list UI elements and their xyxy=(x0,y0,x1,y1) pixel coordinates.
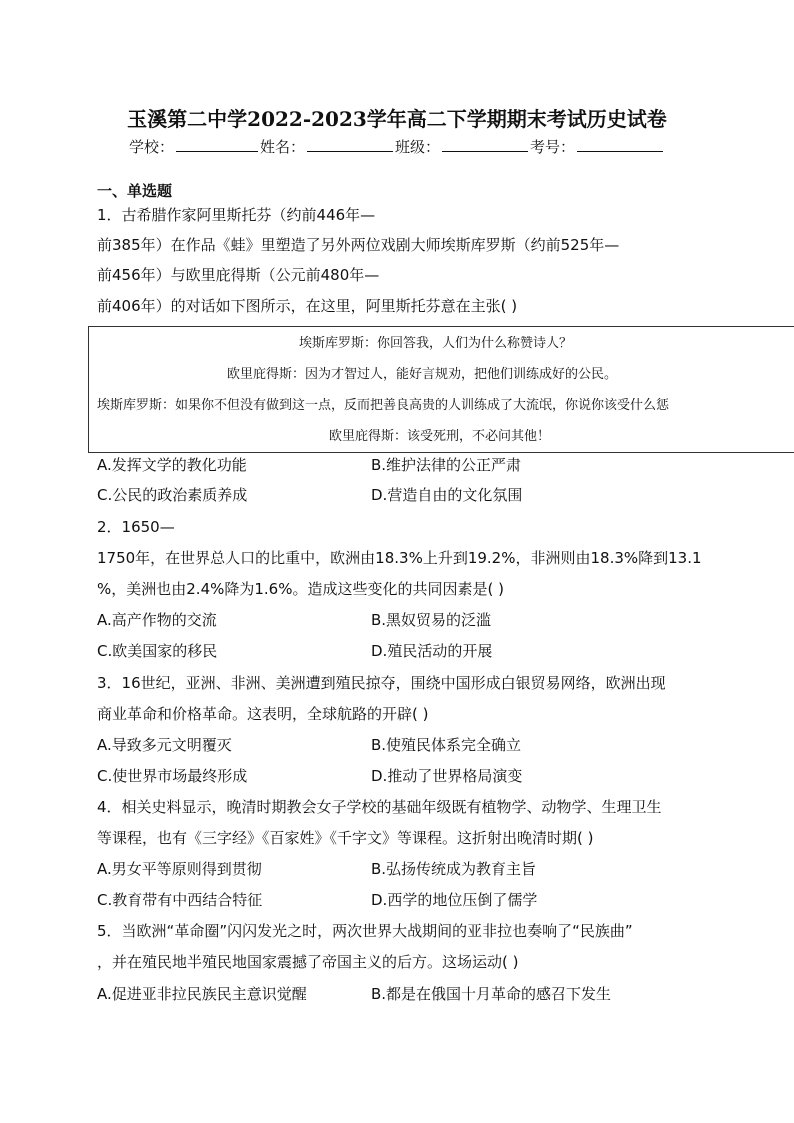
q3-line-2: 商业革命和价格革命。这表明，全球航路的开辟( ) xyxy=(97,705,429,723)
q2-line-1: 2．1650— xyxy=(97,518,175,536)
q4-line-2: 等课程，也有《三字经》《百家姓》《千字文》等课程。这折射出晚清时期( ) xyxy=(97,829,594,847)
class-blank[interactable] xyxy=(442,137,528,152)
q4-option-d[interactable]: D.西学的地位压倒了儒学 xyxy=(371,891,538,909)
school-label: 学校： xyxy=(128,138,174,156)
q3-line-1: 3．16世纪，亚洲、非洲、美洲遭到殖民掠夺，围绕中国形成白银贸易网络，欧洲出现 xyxy=(97,674,666,692)
q2-line-2: 1750年，在世界总人口的比重中，欧洲由18.3%上升到19.2%，非洲则由18.3%降到13.1 xyxy=(97,549,702,567)
q1-line-4: 前406年）的对话如下图所示，在这里，阿里斯托芬意在主张( ) xyxy=(97,297,518,315)
q1-option-a[interactable]: A.发挥文学的教化功能 xyxy=(97,456,247,474)
q4-line-1: 4．相关史料显示，晚清时期教会女子学校的基础年级既有植物学、动物学、生理卫生 xyxy=(97,798,662,816)
q1-line-3: 前456年）与欧里庇得斯（公元前480年— xyxy=(97,266,380,284)
quote-line-4: 欧里庇得斯：该受死刑，不必问其他！ xyxy=(329,429,551,444)
q2-option-c[interactable]: C.欧美国家的移民 xyxy=(97,642,218,660)
quote-line-3: 埃斯库罗斯：如果你不但没有做到这一点，反而把善良高贵的人训练成了大流氓，你说你该受什么惩 xyxy=(97,398,670,413)
q3-option-c[interactable]: C.使世界市场最终形成 xyxy=(97,767,248,785)
school-blank[interactable] xyxy=(176,137,258,152)
q3-option-d[interactable]: D.推动了世界格局演变 xyxy=(371,767,523,785)
q1-option-d[interactable]: D.营造自由的文化氛围 xyxy=(371,486,523,504)
name-label: 姓名： xyxy=(259,138,305,156)
q5-option-b[interactable]: B.都是在俄国十月革命的感召下发生 xyxy=(371,985,612,1003)
quote-box xyxy=(88,326,794,453)
class-label: 班级： xyxy=(395,138,441,156)
q1-line-2: 前385年）在作品《蛙》里塑造了另外两位戏剧大师埃斯库罗斯（约前525年— xyxy=(97,236,620,254)
q5-line-1: 5．当欧洲“革命圈”闪闪发光之时，两次世界大战期间的亚非拉也奏响了“民族曲” xyxy=(97,922,633,940)
quote-line-2: 欧里庇得斯：因为才智过人，能好言规劝，把他们训练成好的公民。 xyxy=(227,367,618,382)
q5-option-a[interactable]: A.促进亚非拉民族民主意识觉醒 xyxy=(97,985,307,1003)
q2-option-b[interactable]: B.黑奴贸易的泛滥 xyxy=(371,611,492,629)
q1-option-c[interactable]: C.公民的政治素质养成 xyxy=(97,486,248,504)
number-blank[interactable] xyxy=(577,137,663,152)
student-info-row xyxy=(0,136,794,157)
name-blank[interactable] xyxy=(307,137,393,152)
q5-line-2: ，并在殖民地半殖民地国家震撼了帝国主义的后方。这场运动( ) xyxy=(97,953,519,971)
section-heading: 一、单选题 xyxy=(97,182,173,200)
q4-option-c[interactable]: C.教育带有中西结合特征 xyxy=(97,891,263,909)
q4-option-a[interactable]: A.男女平等原则得到贯彻 xyxy=(97,860,262,878)
page-title: 玉溪第二中学2022-2023学年高二下学期期末考试历史试卷 xyxy=(127,107,667,131)
q3-option-a[interactable]: A.导致多元文明覆灭 xyxy=(97,736,232,754)
q1-option-b[interactable]: B.维护法律的公正严肃 xyxy=(371,456,522,474)
q2-option-d[interactable]: D.殖民活动的开展 xyxy=(371,642,493,660)
number-label: 考号： xyxy=(530,138,576,156)
q4-option-b[interactable]: B.弘扬传统成为教育主旨 xyxy=(371,860,537,878)
quote-line-1: 埃斯库罗斯：你回答我，人们为什么称赞诗人？ xyxy=(299,336,573,351)
q2-option-a[interactable]: A.高产作物的交流 xyxy=(97,611,217,629)
q1-line-1: 1．古希腊作家阿里斯托芬（约前446年— xyxy=(97,206,376,224)
q3-option-b[interactable]: B.使殖民体系完全确立 xyxy=(371,736,522,754)
q2-line-3: %，美洲也由2.4%降为1.6%。造成这些变化的共同因素是( ) xyxy=(97,580,504,598)
